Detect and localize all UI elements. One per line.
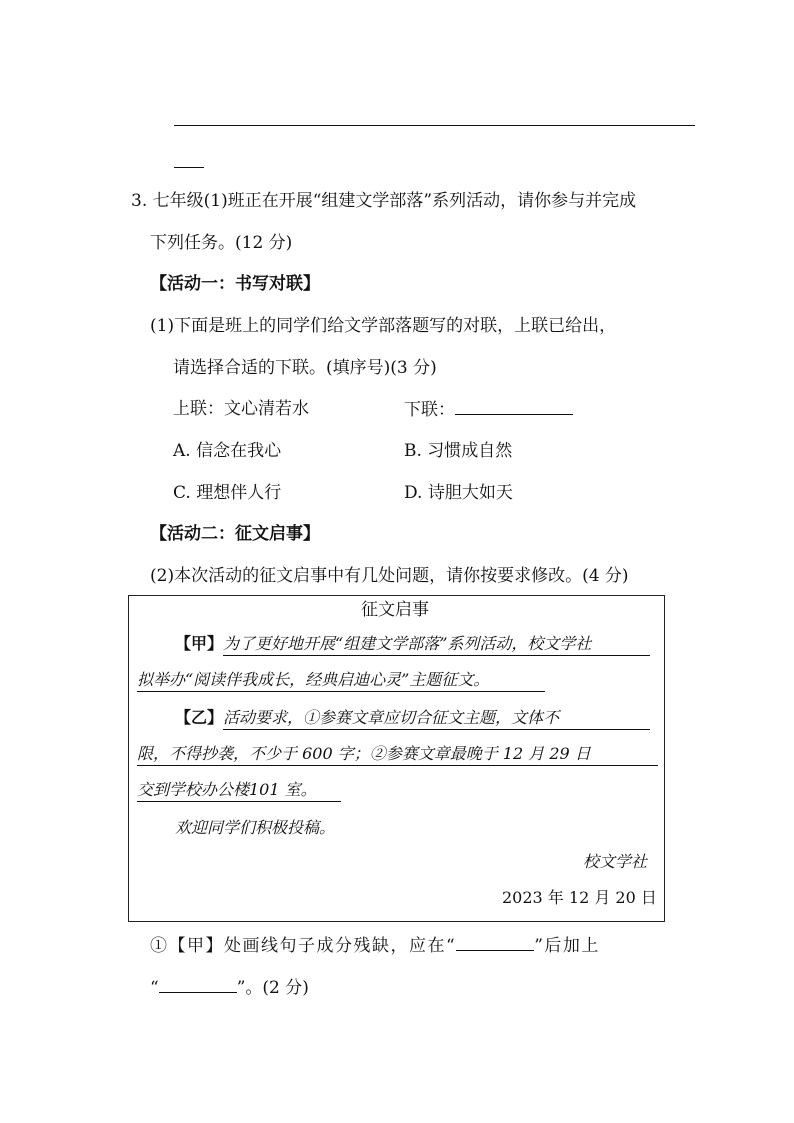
question-1-line1: (1)下面是班上的同学们给文学部落题写的对联，上联已给出， — [150, 316, 617, 336]
option-d[interactable]: D. 诗胆大如天 — [404, 483, 513, 503]
answer-line-short — [174, 167, 204, 168]
yi-underlined-2: 限，不得抄袭，不少于 600 字；②参赛文章最晚于 12 月 29 日 — [137, 744, 658, 766]
sub-question-1-line1 — [150, 934, 600, 957]
activity1-title: 【活动一：书写对联】 — [150, 274, 320, 294]
jia-tag: 【甲】 — [175, 634, 224, 653]
question-2-line: (2)本次活动的征文启事中有几处问题，请你按要求修改。(4 分) — [150, 566, 629, 586]
question-1-line2: 请选择合适的下联。(填序号)(3 分) — [173, 358, 437, 378]
lower-couplet-blank[interactable] — [455, 398, 573, 415]
yi-underlined-1: 活动要求，①参赛文章应切合征文主题，文体不 — [223, 708, 650, 730]
lower-couplet-label: 下联： — [404, 400, 455, 420]
jia-underlined-2: 拟举办“阅读伴我成长，经典启迪心灵”主题征文。 — [137, 670, 545, 692]
option-b[interactable]: B. 习惯成自然 — [404, 441, 513, 461]
notice-yi-line1 — [175, 708, 650, 730]
notice-jia-line1 — [175, 634, 650, 656]
notice-title: 征文启事 — [361, 600, 429, 620]
option-c[interactable]: C. 理想伴人行 — [173, 483, 282, 503]
question-3-line2: 下列任务。(12 分) — [150, 233, 293, 253]
notice-yi-line2 — [137, 744, 658, 766]
notice-welcome: 欢迎同学们积极投稿。 — [175, 818, 336, 837]
notice-signer: 校文学社 — [583, 852, 648, 871]
lower-couplet — [404, 398, 573, 421]
sub1-text-d: ”。(2 分) — [236, 978, 309, 998]
sub1-blank-2[interactable] — [159, 976, 237, 993]
yi-tag: 【乙】 — [175, 708, 224, 727]
upper-couplet: 上联：文心清若水 — [173, 399, 309, 419]
notice-jia-line2 — [137, 670, 545, 692]
notice-date: 2023 年 12 月 20 日 — [502, 888, 657, 907]
answer-line — [174, 125, 695, 126]
sub1-text-b: ”后加上 — [534, 936, 600, 956]
sub1-text-a: ①【甲】处画线句子成分残缺，应在“ — [150, 936, 457, 956]
option-a[interactable]: A. 信念在我心 — [173, 441, 282, 461]
question-3-line1: 3. 七年级(1)班正在开展“组建文学部落”系列活动，请你参与并完成 — [131, 191, 637, 211]
notice-yi-line3 — [137, 780, 341, 802]
sub1-blank-1[interactable] — [456, 934, 534, 951]
activity2-title: 【活动二：征文启事】 — [150, 524, 320, 544]
sub1-text-c: “ — [150, 978, 159, 998]
jia-underlined-1: 为了更好地开展“组建文学部落”系列活动，校文学社 — [223, 634, 650, 656]
sub-question-1-line2 — [150, 976, 309, 999]
yi-underlined-3: 交到学校办公楼101 室。 — [137, 780, 341, 802]
